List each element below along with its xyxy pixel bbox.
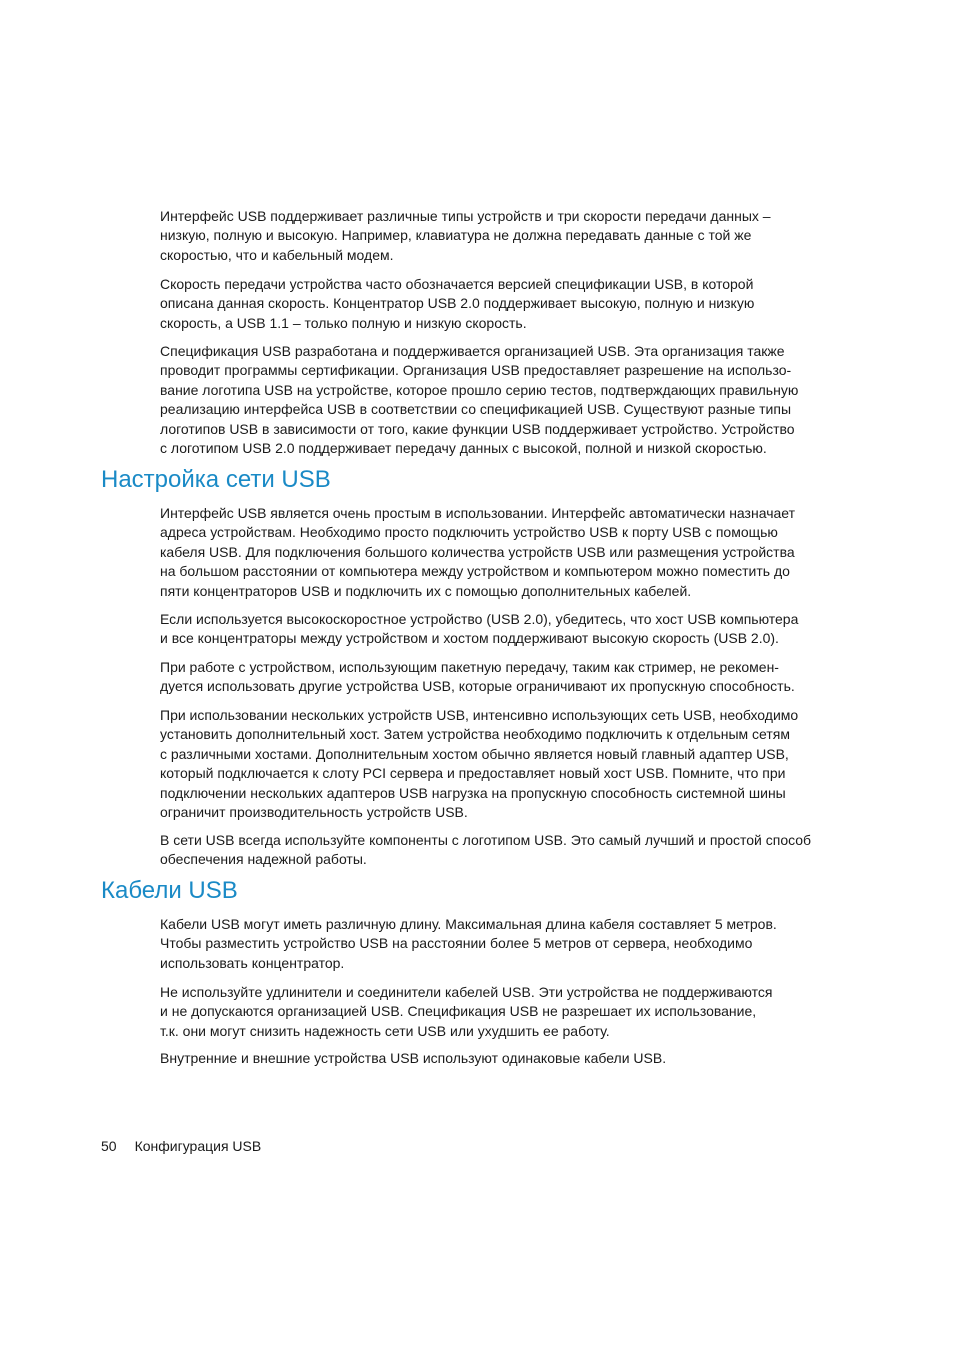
chapter-title: Конфигурация USB <box>134 1138 262 1154</box>
intro-paragraph-2: Скорость передачи устройства часто обозначается версией спецификации USB, в которой описана данная скорость. Концентратор USB 2.0 поддерживает высокую, полную и низкую скорость, а USB 1.1 – только полную и низкую скорость. <box>160 276 755 331</box>
network-paragraph-2: Если используется высокоскоростное устройство (USB 2.0), убедитесь, что хост USB компьютера и все концентраторы между устройством и хостом поддерживают высокую скорость (USB 2.0). <box>160 611 799 647</box>
cables-paragraph-2: Не используйте удлинители и соединители кабелей USB. Эти устройства не поддерживаются и не допускаются организацией USB. Спецификация USB не разрешает их использование, т.к. они могут снизить надежность сети USB или ухудшить ее работу. <box>160 984 773 1039</box>
network-paragraph-5: В сети USB всегда используйте компоненты с логотипом USB. Это самый лучший и простой способ обеспечения надежной работы. <box>160 832 812 868</box>
network-paragraph-4: При использовании нескольких устройств USB, интенсивно использующих сеть USB, необходимо установить дополнительный хост. Затем устройства необходимо подключить к отдельным сетям с различными хостами. Дополнительным хостом обычно является новый главный адаптер USB, который подключается к слоту PCI сервера и предоставляет новый хост USB. Помните, что при подключении нескольких адаптеров USB нагрузка на пропускную способность системной шины ограничит производительность устройств USB. <box>160 707 799 821</box>
intro-paragraph-3: Спецификация USB разработана и поддерживается организацией USB. Эта организация также проводит программы сертификации. Организация USB предоставляет разрешение на использо- вание логотипа USB на устройстве, которое прошло серию тестов, подтверждающих правильную реализацию интерфейса USB в соответствии со спецификацией USB. Существуют разные типы логотипов USB в зависимости от того, какие функции USB поддерживает устройство. Устройство с логотипом USB 2.0 поддерживает передачу данных с высокой, полной и низкой скоростью. <box>160 343 799 457</box>
cables-paragraph-1: Кабели USB могут иметь различную длину. Максимальная длина кабеля составляет 5 метров. Чтобы разместить устройство USB на расстоянии более 5 метров от сервера, необходимо использовать концентратор. <box>160 916 777 971</box>
cables-paragraph-3: Внутренние и внешние устройства USB используют одинаковые кабели USB. <box>160 1050 667 1066</box>
page-number: 50 <box>101 1138 117 1154</box>
intro-paragraph-1: Интерфейс USB поддерживает различные типы устройств и три скорости передачи данных – низкую, полную и высокую. Например, клавиатура не должна передавать данные с той же скоростью, что и кабельный модем. <box>160 208 771 263</box>
section-heading-network: Настройка сети USB <box>101 466 331 493</box>
network-paragraph-1: Интерфейс USB является очень простым в использовании. Интерфейс автоматически назначает адреса устройствам. Необходимо просто подключить устройство USB к порту USB с помощью кабеля USB. Для подключения большого количества устройств USB или размещения устройства на большом расстоянии от компьютера между устройством и компьютером можно поместить до пяти концентраторов USB и подключить их с помощью дополнительных кабелей. <box>160 505 796 599</box>
section-heading-cables: Кабели USB <box>101 877 238 904</box>
page-footer <box>101 1137 261 1156</box>
network-paragraph-3: При работе с устройством, использующим пакетную передачу, таким как стример, не рекомен- дуется использовать другие устройства USB, которые ограничивают их пропускную способность. <box>160 659 795 695</box>
